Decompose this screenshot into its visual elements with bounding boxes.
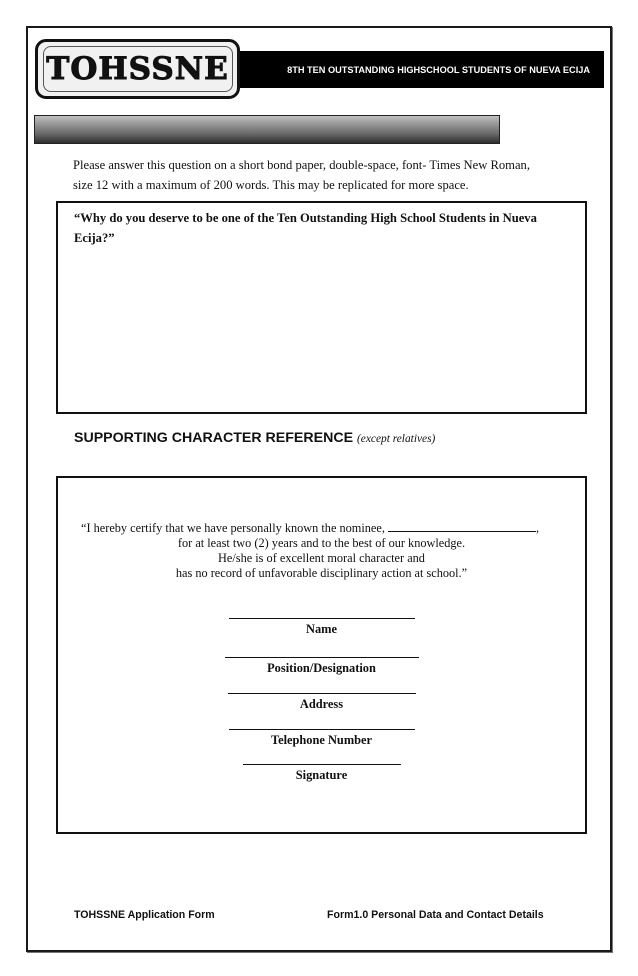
nominee-name-blank[interactable]: [388, 521, 536, 532]
name-label: Name: [306, 622, 337, 636]
telephone-signature-line[interactable]: [229, 729, 415, 730]
reference-title-note: (except relatives): [357, 433, 436, 445]
logo-text: TOHSSNE: [46, 51, 229, 87]
position-signature-line[interactable]: [225, 657, 419, 658]
instructions-line-1: Please answer this question on a short bond paper, double-space, font- Times New Roman,: [73, 158, 530, 172]
logo-inner-frame: [43, 46, 233, 92]
signature-field: [58, 764, 585, 783]
essay-answer-box[interactable]: [56, 201, 587, 414]
logo: [35, 39, 240, 99]
reference-title-text: SUPPORTING CHARACTER REFERENCE: [74, 430, 354, 446]
certification-line-3: He/she is of excellent moral character and: [218, 551, 425, 565]
reference-section-title: [74, 430, 435, 446]
signature-signature-line[interactable]: [243, 764, 401, 765]
signature-label: Signature: [295, 768, 348, 782]
address-field: [58, 693, 585, 712]
certification-line-1-comma: ,: [535, 521, 540, 535]
footer-left: TOHSSNE Application Form: [74, 909, 215, 921]
section-divider-bar: [34, 115, 500, 144]
name-signature-line[interactable]: [229, 618, 415, 619]
header-banner: [236, 51, 604, 88]
position-field: [58, 657, 585, 676]
instructions: [73, 155, 573, 195]
address-label: Address: [299, 697, 344, 711]
instructions-line-2: size 12 with a maximum of 200 words. This may be replicated for more space.: [73, 178, 469, 192]
footer-right: Form1.0 Personal Data and Contact Details: [327, 909, 544, 921]
position-label: Position/Designation: [267, 661, 376, 675]
certification-line-1: [58, 521, 585, 536]
character-reference-box: [56, 476, 587, 834]
header-banner-text: 8TH TEN OUTSTANDING HIGHSCHOOL STUDENTS OF NUEVA ECIJA: [287, 64, 590, 75]
certification-line-4: has no record of unfavorable disciplinary action at school.”: [175, 566, 468, 580]
certification-line-2: for at least two (2) years and to the best of our knowledge.: [177, 536, 466, 550]
certification-statement: [58, 521, 585, 581]
name-field: [58, 618, 585, 637]
essay-question: “Why do you deserve to be one of the Ten Outstanding High School Students in Nueva Ecija?”: [74, 211, 537, 245]
address-signature-line[interactable]: [228, 693, 416, 694]
certification-line-1-text: “I hereby certify that we have personally known the nominee,: [81, 521, 385, 535]
telephone-label: Telephone Number: [270, 733, 373, 747]
telephone-field: [58, 729, 585, 748]
